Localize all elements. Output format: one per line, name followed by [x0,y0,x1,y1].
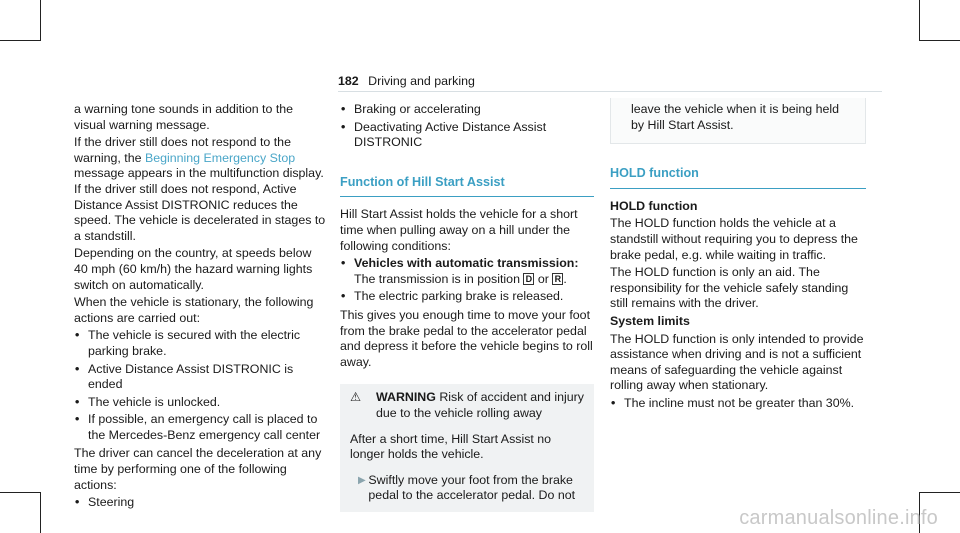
page-header [338,74,882,92]
watermark: carmanualsonline.info [739,507,938,530]
section-heading: HOLD function [610,166,866,189]
warning-action: Swiftly move your foot from the brake pedal to the accelerator pedal. Do not [368,472,576,503]
paragraph: Depending on the country, at speeds below 40 mph (60 km/h) the hazard warning lights switch on automatically. [74,246,313,292]
crop-mark [40,0,41,41]
crop-mark [0,40,40,41]
crop-mark [920,40,960,41]
bullet-list [74,495,326,511]
paragraph: If the driver still does not respond to the warning, the Beginning Emergency Stop message appears in the multifunction display. If the driver still does not respond, Active Distance Assist DISTRONIC reduces the speed. The vehicle is decelerated in stages to a standstill. [74,135,326,243]
display-message-link: Beginning Emergency Stop [144,150,296,165]
column-3 [610,98,866,415]
warning-continuation: leave the vehicle when it is being held by Hill Start Assist. [610,98,866,144]
column-1 [74,102,326,514]
section-title: Driving and parking [368,74,475,88]
list-item: • Active Distance Assist DISTRONIC is ended [74,362,326,393]
bullet-list [340,102,594,151]
bullet-list [610,396,866,412]
list-item: • If possible, an emergency call is placed to the Mercedes-Benz emergency call center [74,412,326,443]
warning-label: WARNING [376,390,436,405]
action-arrow-icon: ▶ [358,474,366,486]
list-item: • The vehicle is unlocked. [74,395,326,411]
crop-mark [0,492,40,493]
column-2 [340,102,594,512]
list-item: • Steering [74,495,326,511]
list-item: • Braking or accelerating [340,102,594,118]
paragraph: The HOLD function is only an aid. The responsibility for the vehicle safely standing still remains with the driver. [610,265,849,311]
gear-d-symbol: D [523,273,534,285]
list-item: • The electric parking brake is released. [340,289,594,305]
list-item: • Deactivating Active Distance Assist DISTRONIC [340,120,594,151]
condition-title: Vehicles with automatic transmission: [354,256,579,271]
warning-body: After a short time, Hill Start Assist no longer holds the vehicle. [350,431,552,462]
paragraph: When the vehicle is stationary, the following actions are carried out: [74,295,314,325]
bullet-list [74,328,326,443]
subheading: System limits [610,313,690,328]
crop-mark [920,492,960,493]
paragraph: The HOLD function is only intended to provide assistance when driving and is not a sufficient means of safeguarding the vehicle against rolling away when stationary. [610,331,864,393]
warning-box [340,384,594,512]
list-item: • Vehicles with automatic transmission: The transmission is in position D or R . [340,256,594,287]
crop-mark [40,492,41,533]
paragraph: The HOLD function holds the vehicle at a standstill without requiring you to depress the brake pedal, e.g. while waiting in traffic. [610,216,858,262]
paragraph: This gives you enough time to move your foot from the brake pedal to the accelerator pedal and depress it before the vehicle begins to roll away. [340,307,593,369]
paragraph: a warning tone sounds in addition to the visual warning message. [74,102,294,132]
warning-title: Risk of accident and injury due to the vehicle rolling away [376,390,584,420]
list-item: • The incline must not be greater than 30%. [610,396,866,412]
section-heading: Function of Hill Start Assist [340,175,594,198]
gear-r-symbol: R [552,273,563,285]
subheading: HOLD function [610,198,698,213]
list-item: • The vehicle is secured with the electric parking brake. [74,328,326,359]
paragraph: The driver can cancel the deceleration at any time by performing one of the following actions: [74,446,322,492]
crop-mark [919,0,920,41]
page-number: 182 [338,74,359,88]
condition-list [340,256,594,305]
warning-triangle-icon: ⚠ [350,390,362,405]
paragraph: Hill Start Assist holds the vehicle for a short time when pulling away on a hill under the following conditions: [340,207,578,253]
